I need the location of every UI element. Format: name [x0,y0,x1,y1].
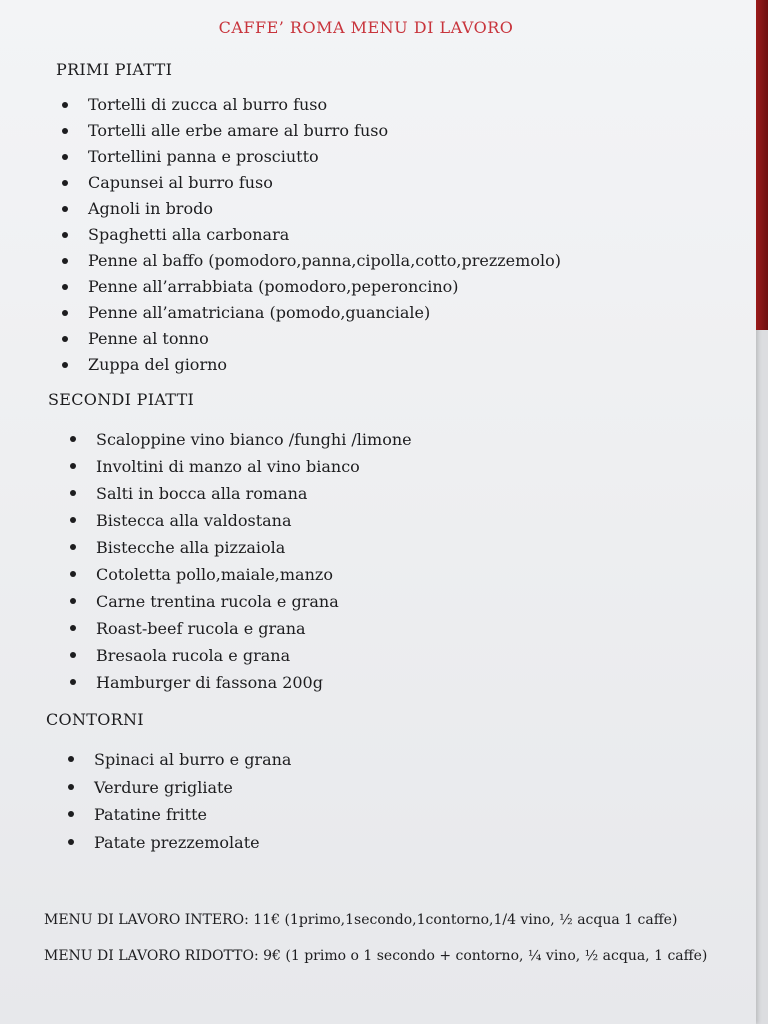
list-item: Spaghetti alla carbonara [62,222,561,248]
contorni-list [68,746,291,856]
contorni-heading: CONTORNI [46,710,144,729]
list-item: Penne all’amatriciana (pomodo,guanciale) [62,300,561,326]
list-item: Capunsei al burro fuso [62,170,561,196]
list-item: Penne al tonno [62,326,561,352]
list-item: Zuppa del giorno [62,352,561,378]
list-item: Agnoli in brodo [62,196,561,222]
secondi-list [70,426,412,696]
menu-title: CAFFE’ ROMA MENU DI LAVORO [218,18,514,37]
list-item: Spinaci al burro e grana [68,746,291,774]
menu-intero-line: MENU DI LAVORO INTERO: 11€ (1primo,1secondo,1contorno,1/4 vino, ½ acqua 1 caffe) [44,912,678,928]
list-item: Tortellini panna e prosciutto [62,144,561,170]
list-item: Patate prezzemolate [68,829,291,857]
list-item: Salti in bocca alla romana [70,480,412,507]
list-item: Penne al baffo (pomodoro,panna,cipolla,cotto,prezzemolo) [62,248,561,274]
list-item: Verdure grigliate [68,774,291,802]
red-folder-edge [756,0,768,330]
list-item: Penne all’arrabbiata (pomodoro,peperoncino) [62,274,561,300]
list-item: Tortelli di zucca al burro fuso [62,92,561,118]
primi-list [62,92,561,378]
list-item: Bistecche alla pizzaiola [70,534,412,561]
list-item: Tortelli alle erbe amare al burro fuso [62,118,561,144]
list-item: Bresaola rucola e grana [70,642,412,669]
list-item: Patatine fritte [68,801,291,829]
list-item: Cotoletta pollo,maiale,manzo [70,561,412,588]
primi-heading: PRIMI PIATTI [56,60,173,79]
secondi-heading: SECONDI PIATTI [48,390,195,409]
list-item: Scaloppine vino bianco /funghi /limone [70,426,412,453]
list-item: Carne trentina rucola e grana [70,588,412,615]
list-item: Hamburger di fassona 200g [70,669,412,696]
menu-ridotto-line: MENU DI LAVORO RIDOTTO: 9€ (1 primo o 1 secondo + contorno, ¼ vino, ½ acqua, 1 caffe) [44,948,708,964]
list-item: Roast-beef rucola e grana [70,615,412,642]
list-item: Bistecca alla valdostana [70,507,412,534]
list-item: Involtini di manzo al vino bianco [70,453,412,480]
